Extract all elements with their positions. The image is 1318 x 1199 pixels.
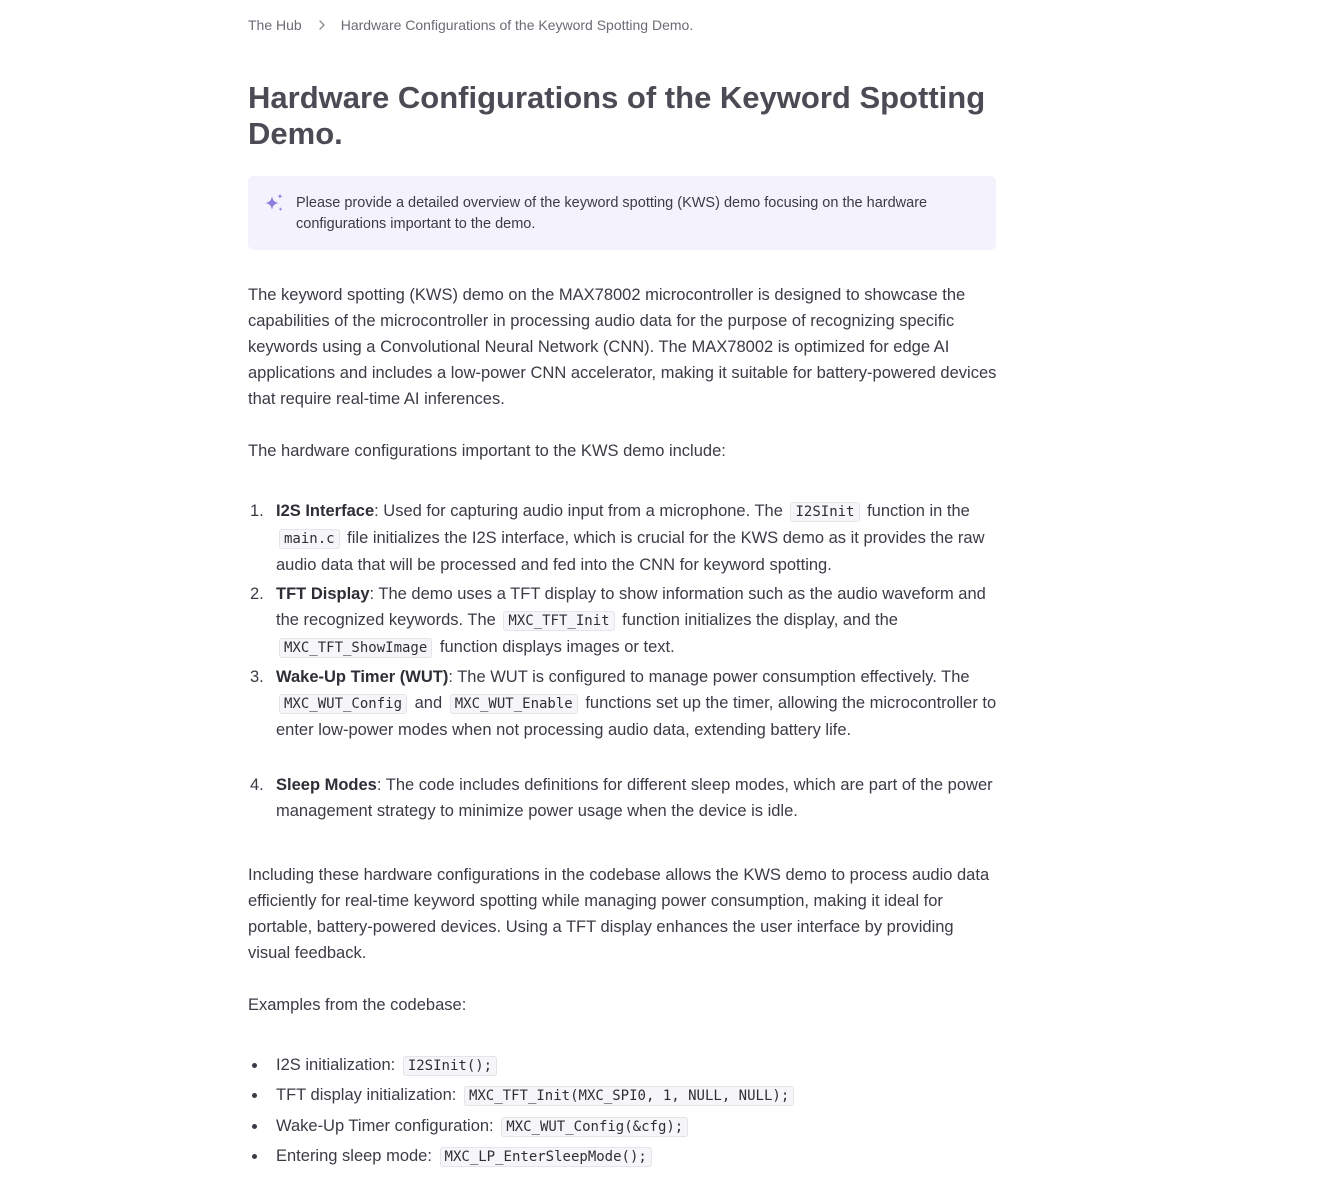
list-number: 2. — [250, 585, 264, 603]
code-inline: MXC_LP_EnterSleepMode(); — [440, 1147, 652, 1167]
bullet-dot — [252, 1063, 257, 1068]
item-title: I2S Interface — [276, 502, 375, 520]
item-title: TFT Display — [276, 585, 370, 603]
lead-paragraph: The hardware configurations important to the KWS demo include: — [248, 442, 726, 460]
list-number: 1. — [250, 502, 264, 520]
sparkle-icon — [263, 192, 285, 214]
breadcrumb — [248, 17, 693, 33]
code-inline: I2SInit(); — [403, 1056, 497, 1076]
code-inline: I2SInit — [790, 502, 859, 522]
page-title: Hardware Configurations of the Keyword Spotting Demo. — [248, 80, 986, 151]
item-title: Wake-Up Timer (WUT) — [276, 668, 449, 686]
breadcrumb-current: Hardware Configurations of the Keyword Spotting Demo. — [340, 17, 694, 33]
breadcrumb-home-link[interactable]: The Hub — [248, 17, 302, 33]
intro-paragraph: The keyword spotting (KWS) demo on the MAX78002 microcontroller is designed to showcase the capabilities of the microcontroller in processing audio data for the purpose of recognizing specific keywords using a Convolutional Neural Network (CNN). The MAX78002 is optimized for edge AI applications and includes a low-power CNN accelerator, making it suitable for battery-powered devices that require real-time AI inferences. — [248, 286, 997, 408]
chevron-right-icon — [316, 19, 328, 31]
code-inline: MXC_WUT_Enable — [450, 694, 578, 714]
code-inline: MXC_TFT_ShowImage — [279, 638, 432, 658]
examples-lead: Examples from the codebase: — [248, 996, 467, 1014]
code-inline: MXC_TFT_Init(MXC_SPI0, 1, NULL, NULL); — [464, 1086, 794, 1106]
code-inline: MXC_TFT_Init — [503, 611, 614, 631]
bullet-dot — [252, 1124, 257, 1129]
code-inline: MXC_WUT_Config — [279, 694, 407, 714]
code-inline: main.c — [279, 529, 340, 549]
code-inline: MXC_WUT_Config(&cfg); — [501, 1117, 688, 1137]
list-number: 4. — [250, 776, 264, 794]
prompt-card — [248, 176, 996, 250]
bullet-dot — [252, 1093, 257, 1098]
list-number: 3. — [250, 668, 264, 686]
summary-paragraph: Including these hardware configurations in the codebase allows the KWS demo to process audio data efficiently for real-time keyword spotting while managing power consumption, making it ideal for portable, battery-powered devices. Using a TFT display enhances the user interface by providing visual feedback. — [248, 866, 990, 962]
item-title: Sleep Modes — [276, 776, 377, 794]
prompt-text: Please provide a detailed overview of the keyword spotting (KWS) demo focusing on the hardware configurations important to the demo. — [296, 195, 928, 232]
bullet-dot — [252, 1154, 257, 1159]
